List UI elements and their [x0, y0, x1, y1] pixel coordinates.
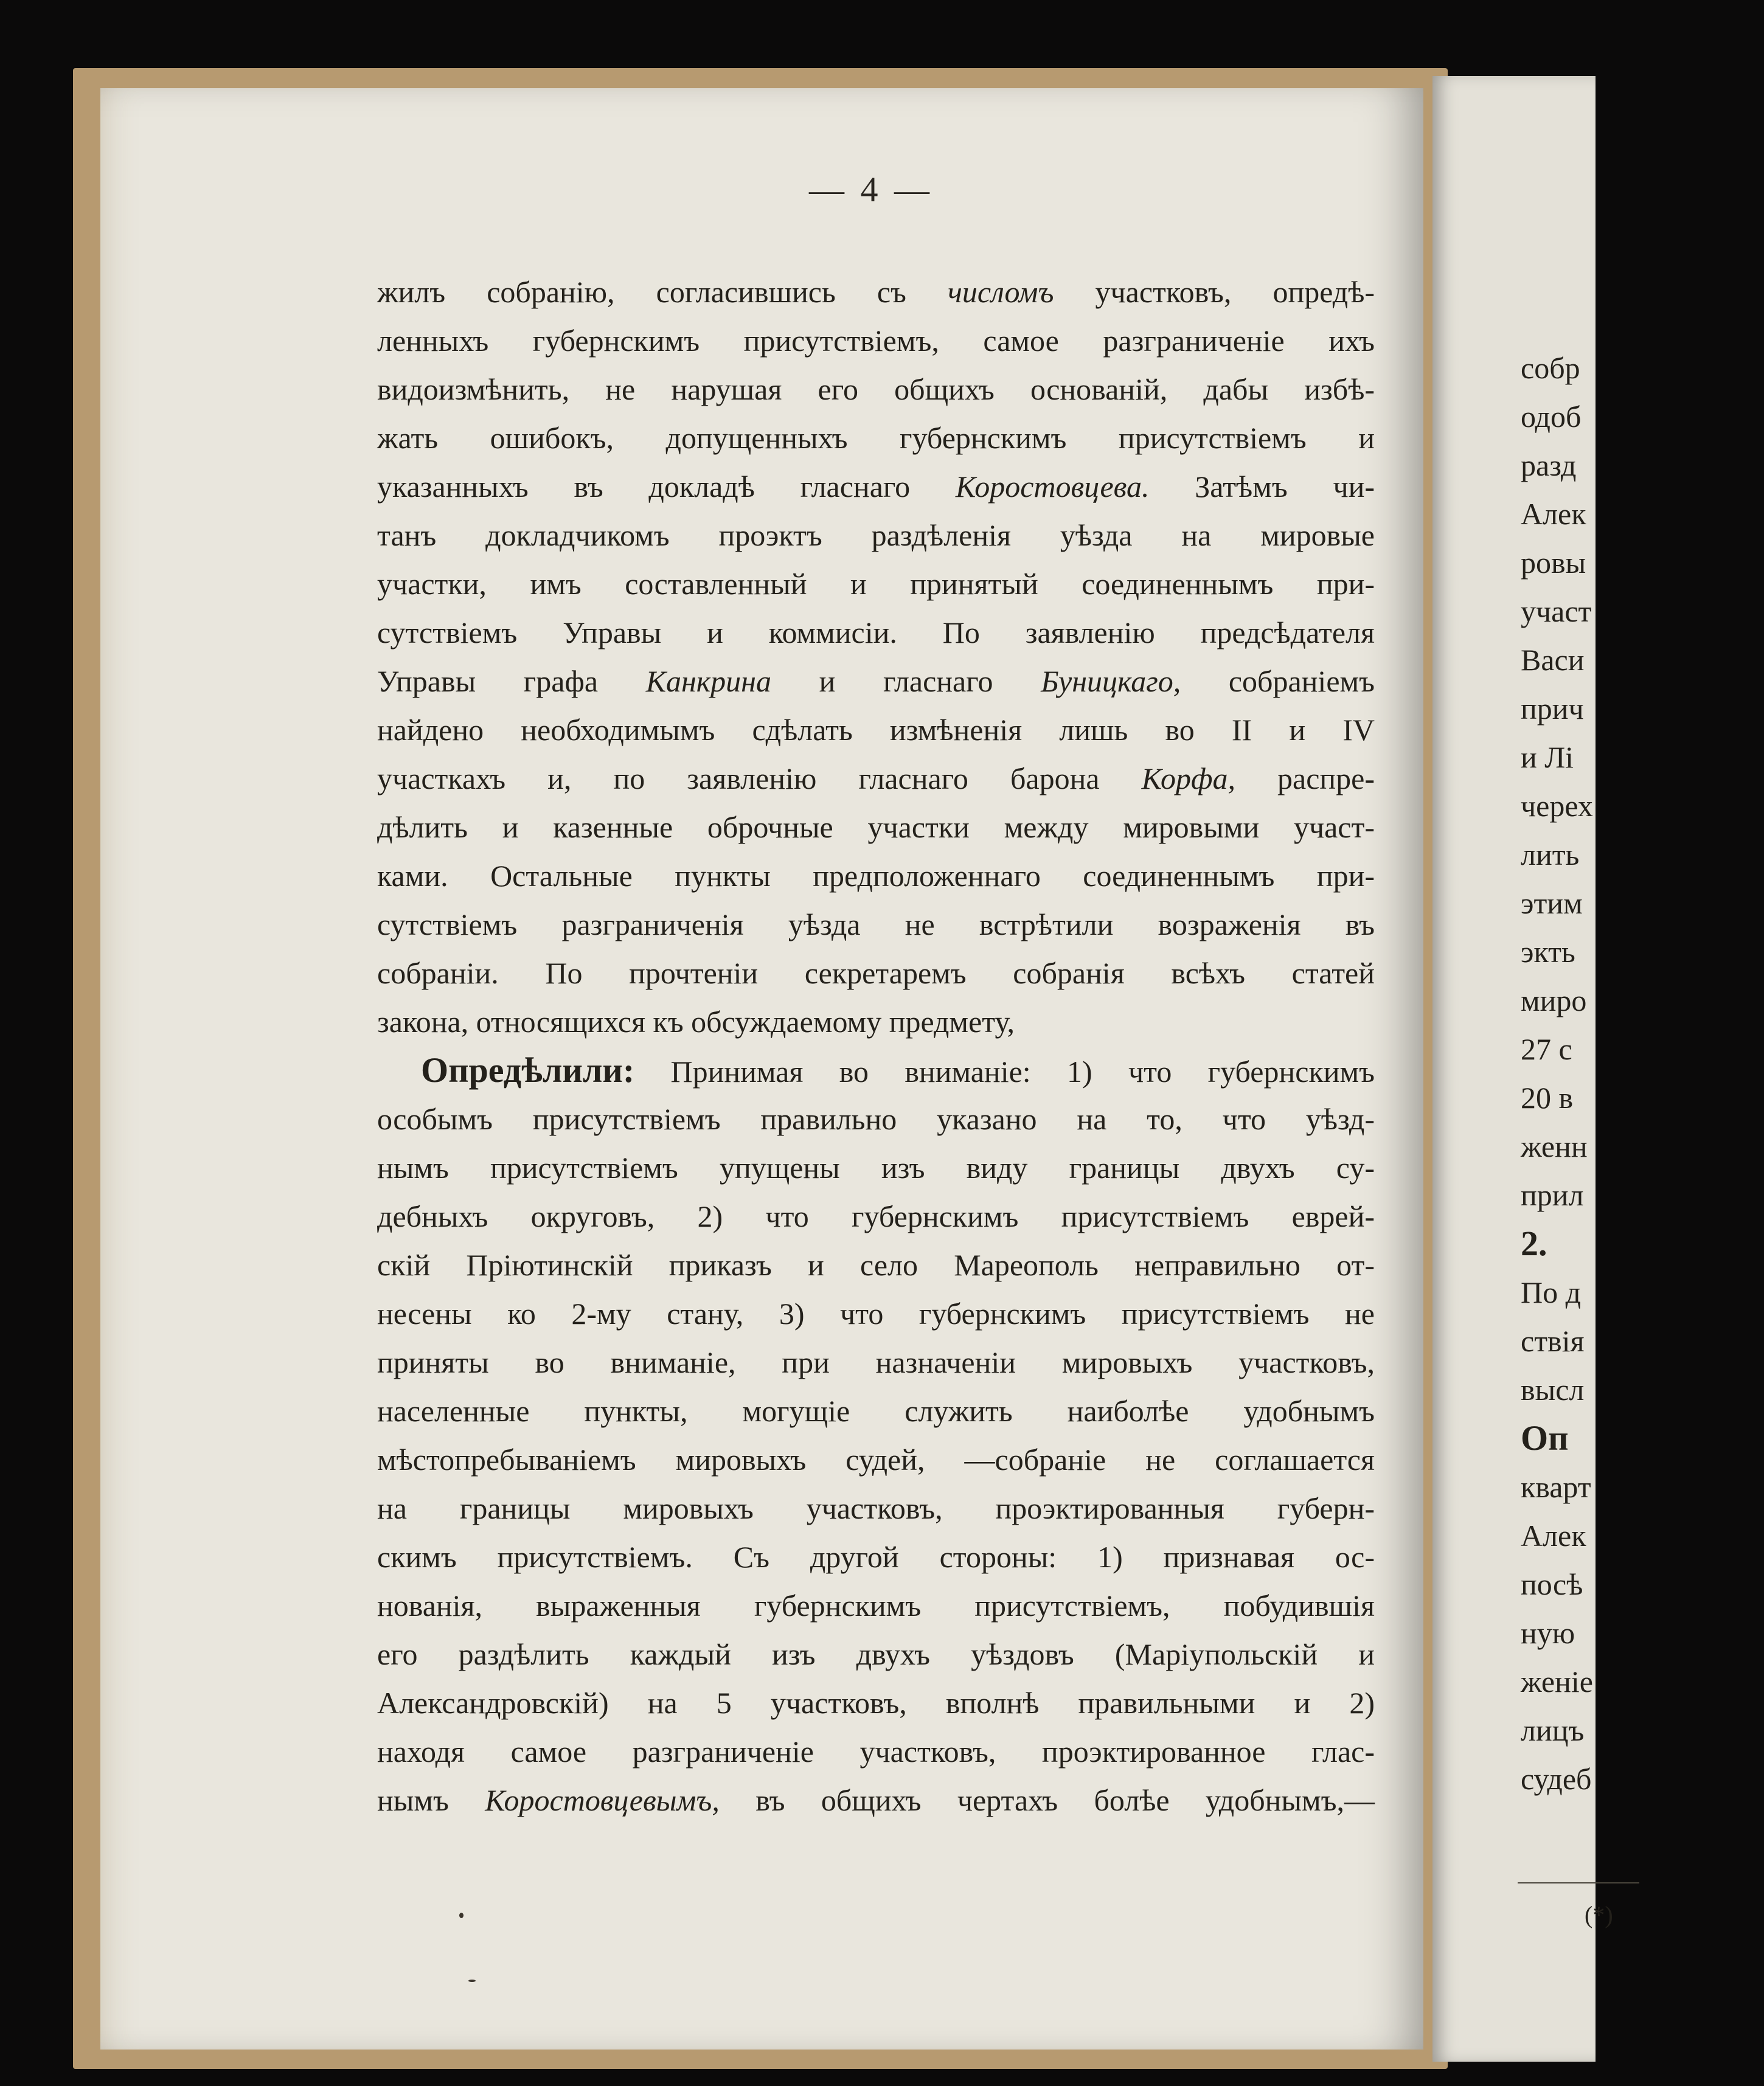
next-page-line: высл	[1521, 1373, 1585, 1407]
next-page-line: посѣ	[1521, 1567, 1583, 1601]
text-line: мѣстопребываніемъ мировыхъ судей, —собраніе не соглашается	[377, 1443, 1375, 1477]
next-page-edge	[1432, 76, 1613, 2062]
text-line: ленныхъ губернскимъ присутствіемъ, самое разграниченіе ихъ	[377, 324, 1375, 358]
text-line: жать ошибокъ, допущенныхъ губернскимъ присутствіемъ и	[377, 421, 1375, 455]
text-line: особымъ присутствіемъ правильно указано на то, что уѣзд-	[377, 1102, 1375, 1136]
text-line: дѣлить и казенные оброчные участки между мировыми участ-	[377, 810, 1375, 844]
next-page-line: ную	[1521, 1616, 1575, 1650]
next-page-line: судеб	[1521, 1762, 1592, 1796]
text-line: несены ко 2-му стану, 3) что губернскимъ присутствіемъ не	[377, 1297, 1375, 1331]
text-line: Управы графа Канкрина и гласнаго Буницкаго, собраніемъ	[377, 664, 1375, 698]
text-line: жилъ собранію, согласившись съ числомъ участковъ, опредѣ-	[377, 275, 1375, 309]
next-page-line: одоб	[1521, 400, 1582, 434]
page-body-text	[377, 268, 1375, 1824]
text-line: нованія, выраженныя губернскимъ присутствіемъ, побудившія	[377, 1589, 1375, 1623]
italic-name: Корфа,	[1141, 761, 1235, 795]
next-page-line: Васи	[1521, 643, 1585, 677]
text-line: участки, имъ составленный и принятый соединеннымъ при-	[377, 567, 1375, 601]
ink-speck	[459, 1913, 464, 1918]
next-page-line: кварт	[1521, 1470, 1591, 1504]
text-line: приняты во вниманіе, при назначеніи мировыхъ участковъ,	[377, 1345, 1375, 1379]
next-page-line: Алек	[1521, 1519, 1586, 1553]
footnote-rule	[1518, 1882, 1639, 1883]
next-page-line: миро	[1521, 983, 1587, 1017]
next-page-line: ствія	[1521, 1324, 1585, 1358]
next-page-line: лицъ	[1521, 1713, 1585, 1747]
italic-name: Коростовцева.	[955, 470, 1150, 504]
ink-speck	[468, 1980, 476, 1982]
next-page-text	[1521, 344, 1764, 1803]
next-page-line: ровы	[1521, 546, 1586, 580]
next-page-line: и Лі	[1521, 740, 1574, 774]
text-line: указанныхъ въ докладѣ гласнаго Коростовцева. Затѣмъ чи-	[377, 470, 1375, 504]
text-line: населенные пункты, могущіе служить наиболѣе удобнымъ	[377, 1394, 1375, 1428]
next-page-footnote: (*)	[1585, 1901, 1613, 1928]
text-line: сутствіемъ Управы и коммисіи. По заявленію предсѣдателя	[377, 615, 1375, 650]
text-line: ками. Остальные пункты предположеннаго соединеннымъ при-	[377, 859, 1375, 893]
page-number: — 4 —	[809, 170, 933, 209]
next-page-line: экть	[1521, 935, 1575, 969]
next-page-line: женн	[1521, 1129, 1588, 1163]
next-page-line: прил	[1521, 1178, 1584, 1212]
text-line: собраніи. По прочтеніи секретаремъ собранія всѣхъ статей	[377, 956, 1375, 990]
text-line: участкахъ и, по заявленію гласнаго барона Корфа, распре-	[377, 761, 1375, 795]
text-line: скій Пріютинскій приказъ и село Мареополь неправильно от-	[377, 1248, 1375, 1282]
next-page-line: Оп	[1521, 1418, 1569, 1458]
italic-word: числомъ	[948, 275, 1054, 309]
text-line: Опредѣлили: Принимая во вниманіе: 1) что губернскимъ	[421, 1050, 1375, 1090]
next-page-line: 20 в	[1521, 1081, 1574, 1115]
next-page-line: собр	[1521, 351, 1580, 385]
text-line: его раздѣлить каждый изъ двухъ уѣздовъ (Маріупольскій и	[377, 1637, 1375, 1671]
next-page-line: этим	[1521, 886, 1583, 920]
resolution-heading: Опредѣлили:	[421, 1050, 635, 1090]
text-line: нымъ Коростовцевымъ, въ общихъ чертахъ болѣе удобнымъ,—	[377, 1783, 1375, 1817]
text-line: закона, относящихся къ обсуждаемому предмету,	[377, 1005, 1015, 1039]
text-line: находя самое разграниченіе участковъ, проэктированное глас-	[377, 1734, 1375, 1769]
next-page-line: черех	[1521, 789, 1593, 823]
italic-name: Буницкаго,	[1041, 664, 1181, 698]
next-page-line: 2.	[1521, 1224, 1547, 1263]
italic-name: Коростовцевымъ,	[485, 1783, 720, 1817]
text-line: сутствіемъ разграниченія уѣзда не встрѣтили возраженія въ	[377, 907, 1375, 941]
next-page-line: Алек	[1521, 497, 1586, 531]
text-line: дебныхъ округовъ, 2) что губернскимъ присутствіемъ еврей-	[377, 1199, 1375, 1233]
text-line: Александровскій) на 5 участковъ, вполнѣ правильными и 2)	[377, 1686, 1375, 1720]
next-page-line: участ	[1521, 594, 1592, 628]
next-page-line: прич	[1521, 691, 1584, 726]
next-page-line: По д	[1521, 1275, 1582, 1309]
next-page-line: лить	[1521, 837, 1580, 871]
next-page-line: 27 с	[1521, 1032, 1572, 1066]
italic-name: Канкрина	[645, 664, 771, 698]
text-line: найдено необходимымъ сдѣлать измѣненія лишь во II и IV	[377, 713, 1375, 747]
next-page-line: разд	[1521, 448, 1577, 482]
text-line: нымъ присутствіемъ упущены изъ виду границы двухъ су-	[377, 1151, 1375, 1185]
text-line: танъ докладчикомъ проэктъ раздѣленія уѣзда на мировые	[377, 518, 1375, 552]
text-line: видоизмѣнить, не нарушая его общихъ основаній, дабы избѣ-	[377, 372, 1375, 406]
next-page-line: женіе	[1521, 1665, 1593, 1699]
text-line: скимъ присутствіемъ. Съ другой стороны: 1) признавая ос-	[377, 1540, 1375, 1574]
text-line: на границы мировыхъ участковъ, проэктированныя губерн-	[377, 1491, 1375, 1525]
